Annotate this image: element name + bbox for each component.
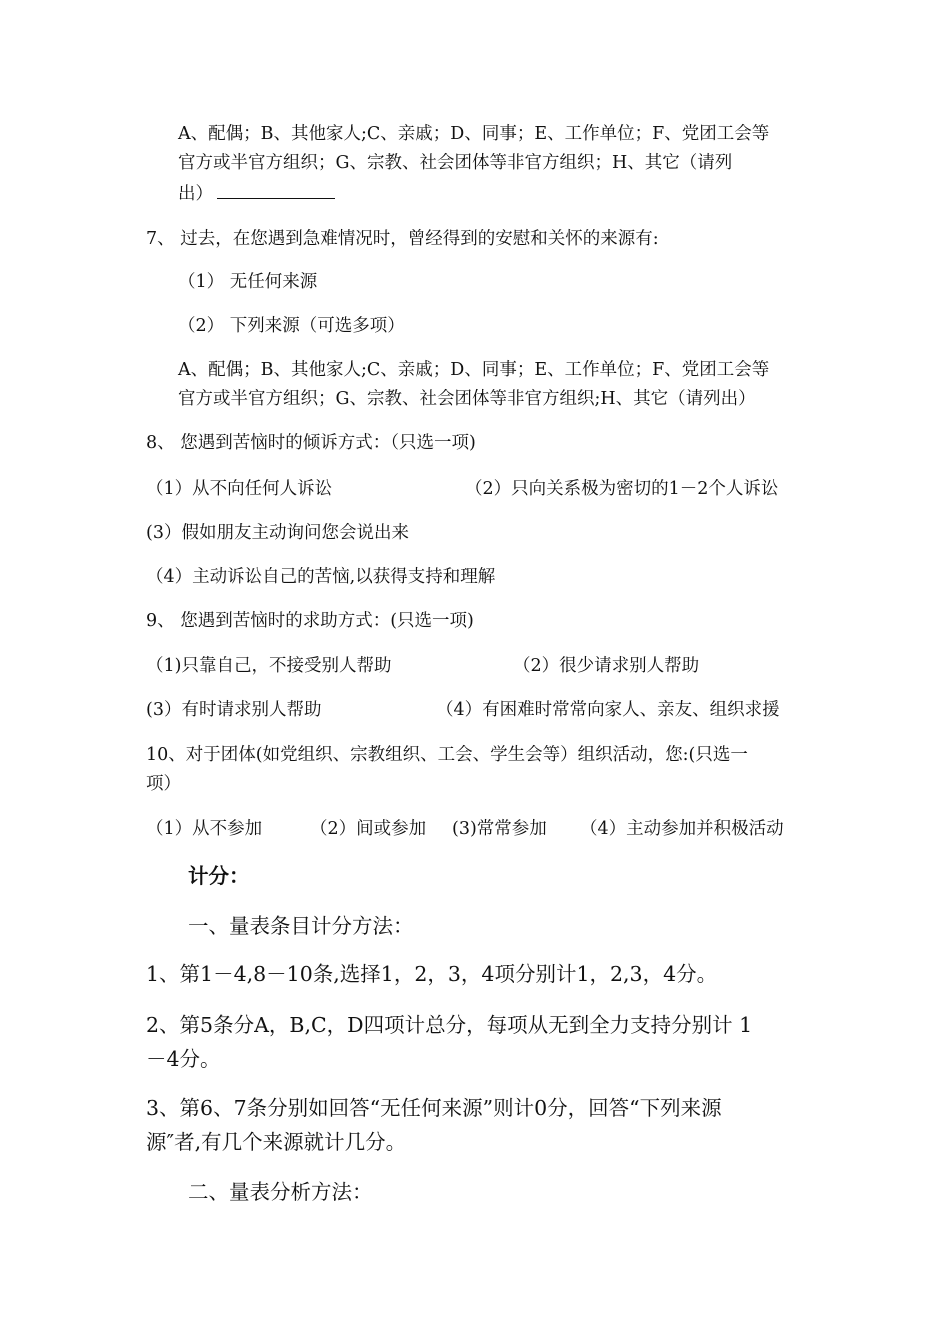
q9-option-3: (3）有时请求别人帮助 [146,700,322,720]
q9-option-2: （2）很少请求别人帮助 [513,656,700,676]
q9-option-1: （1)只靠自己，不接受别人帮助 [146,656,392,676]
scoring-rule-2-line-2: －4分。 [146,1047,221,1071]
scoring-rule-1: 1、第1－4,8－10条,选择1，2，3，4项分别计1，2,3，4分。 [146,962,718,986]
q7-question: 7、 过去，在您遇到急难情况时，曾经得到的安慰和关怀的来源有: [146,229,659,249]
scoring-section-1-title: 一、量表条目计分方法： [188,914,414,938]
q9-question: 9、 您遇到苦恼时的求助方式：(只选一项) [146,611,474,631]
q7-option-2: （2） 下列来源（可选多项） [178,316,405,336]
q7-sources-line-1: A、配偶；B、其他家人;C、亲戚；D、同事；E、工作单位；F、党团工会等 [178,360,770,380]
scoring-rule-3-line-1: 3、第6、7条分别如回答“无任何来源”则计0分，回答“下列来源 [146,1096,722,1120]
q10-question-line-2: 项） [146,774,181,794]
q10-option-4: （4）主动参加并积极活动 [580,819,784,839]
q6-options-text: 出） [178,184,213,204]
q8-question: 8、 您遇到苦恼时的倾诉方式：（只选一项) [146,433,476,453]
scoring-rule-3-line-2: 源″者,有几个来源就计几分。 [146,1130,407,1154]
q6-options-line-2: 官方或半官方组织；G、宗教、社会团体等非官方组织；H、其它（请列 [178,153,733,173]
scoring-heading: 计分： [188,864,250,888]
scoring-section-2-title: 二、量表分析方法： [188,1180,373,1204]
q10-option-2: （2）间或参加 [310,819,427,839]
q7-option-1: （1） 无任何来源 [178,272,318,292]
q8-option-3: (3）假如朋友主动询问您会说出来 [146,523,409,543]
q10-option-1: （1）从不参加 [146,819,263,839]
q8-option-4: （4）主动诉讼自己的苦恼,以获得支持和理解 [146,567,496,587]
q9-option-4: （4）有困难时常常向家人、亲友、组织求援 [436,700,780,720]
q6-options-line-1: A、配偶；B、其他家人;C、亲戚；D、同事；E、工作单位；F、党团工会等 [178,124,770,144]
q10-question-line-1: 10、对于团体(如党组织、宗教组织、工会、学生会等）组织活动，您:(只选一 [146,745,748,765]
scoring-rule-2-line-1: 2、第5条分A，B,C，D四项计总分，每项从无到全力支持分别计 1 [146,1013,753,1037]
q7-sources-line-2: 官方或半官方组织；G、宗教、社会团体等非官方组织;H、其它（请列出） [178,389,756,409]
q8-option-2: （2）只向关系极为密切的1－2个人诉讼 [465,479,779,499]
answer-blank[interactable] [217,180,335,199]
q10-option-3: (3)常常参加 [452,819,547,839]
q6-options-line-3 [178,180,335,206]
q8-option-1: （1）从不向任何人诉讼 [146,479,333,499]
